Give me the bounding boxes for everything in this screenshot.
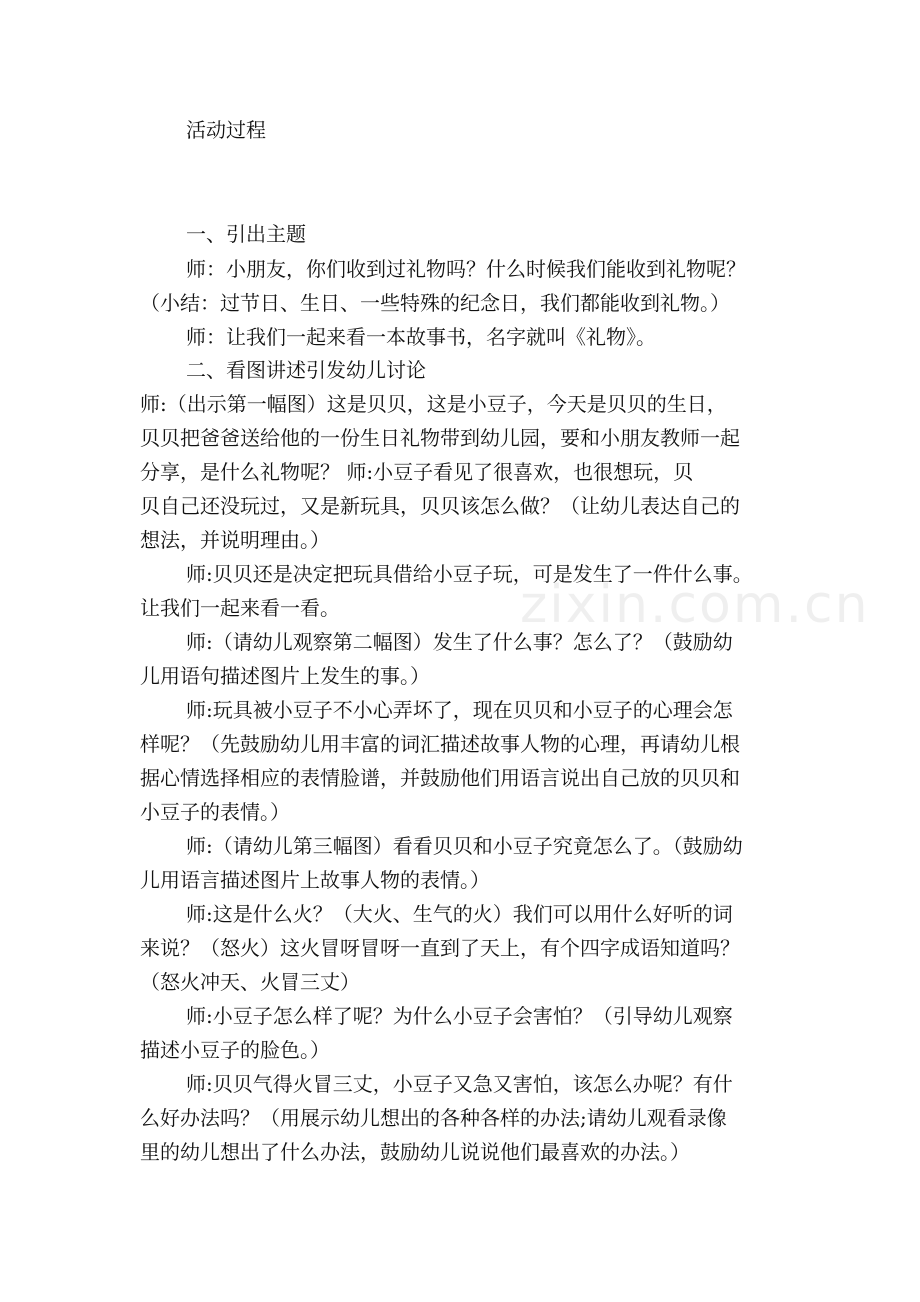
text-line: 师:贝贝气得火冒三丈，小豆子又急又害怕，该怎么办呢？有什 [186,1072,733,1096]
text-line: 里的幼儿想出了什么办法，鼓励幼儿说说他们最喜欢的办法。） [140,1140,690,1164]
text-line: 师：小朋友，你们收到过礼物吗？什么时候我们能收到礼物呢？ [186,257,746,281]
text-line: 师:玩具被小豆子不小心弄坏了，现在贝贝和小豆子的心理会怎 [186,698,733,722]
text-line: 二、看图讲述引发幼儿讨论 [186,358,426,382]
text-line: （小结：过节日、生日、一些特殊的纪念日，我们都能收到礼物。） [140,291,730,315]
section-heading: 活动过程 [186,118,266,142]
text-line: 儿用语言描述图片上故事人物的表情。） [140,868,490,892]
text-line: 描述小豆子的脸色。） [140,1038,330,1062]
text-line: 儿用语句描述图片上发生的事。） [140,664,430,688]
text-line: 据心情选择相应的表情脸谱，并鼓励他们用语言说出自己放的贝贝和 [140,766,740,790]
text-line: 师:小豆子怎么样了呢？为什么小豆子会害怕？（引导幼儿观察 [186,1004,733,1028]
text-line: 师:（请幼儿第三幅图）看看贝贝和小豆子究竟怎么了。（鼓励幼 [186,834,743,858]
text-line: （怒火冲天、火冒三丈） [140,970,360,994]
text-line: 分享，是什么礼物呢？ 师:小豆子看见了很喜欢，也很想玩，贝 [140,460,694,484]
text-line: 想法，并说明理由。） [140,528,330,552]
text-line: 贝贝把爸爸送给他的一份生日礼物带到幼儿园，要和小朋友教师一起 [140,426,740,450]
text-line: 贝自己还没玩过，又是新玩具，贝贝该怎么做？（让幼儿表达自己的 [140,494,740,518]
text-line: 师:（请幼儿观察第二幅图）发生了什么事？怎么了？（鼓励幼 [186,630,733,654]
text-line: 师:贝贝还是决定把玩具借给小豆子玩，可是发生了一件什么事。 [186,562,753,586]
text-line: 师：让我们一起来看一本故事书，名字就叫《礼物》。 [186,325,656,349]
watermark: zixin.com.cn [520,575,870,635]
text-line: 师:这是什么火？（大火、生气的火）我们可以用什么好听的词 [186,902,733,926]
text-line: 样呢？（先鼓励幼儿用丰富的词汇描述故事人物的心理，再请幼儿根 [140,732,740,756]
text-line: 让我们一起来看一看。 [140,596,340,620]
text-line: 么好办法吗？（用展示幼儿想出的各种各样的办法;请幼儿观看录像 [140,1106,727,1130]
text-line: 来说？（怒火）这火冒呀冒呀一直到了天上，有个四字成语知道吗？ [140,936,740,960]
text-line: 小豆子的表情。） [140,800,290,824]
text-line: 师:（出示第一幅图）这是贝贝，这是小豆子，今天是贝贝的生日， [140,392,727,416]
text-line: 一、引出主题 [186,222,306,246]
